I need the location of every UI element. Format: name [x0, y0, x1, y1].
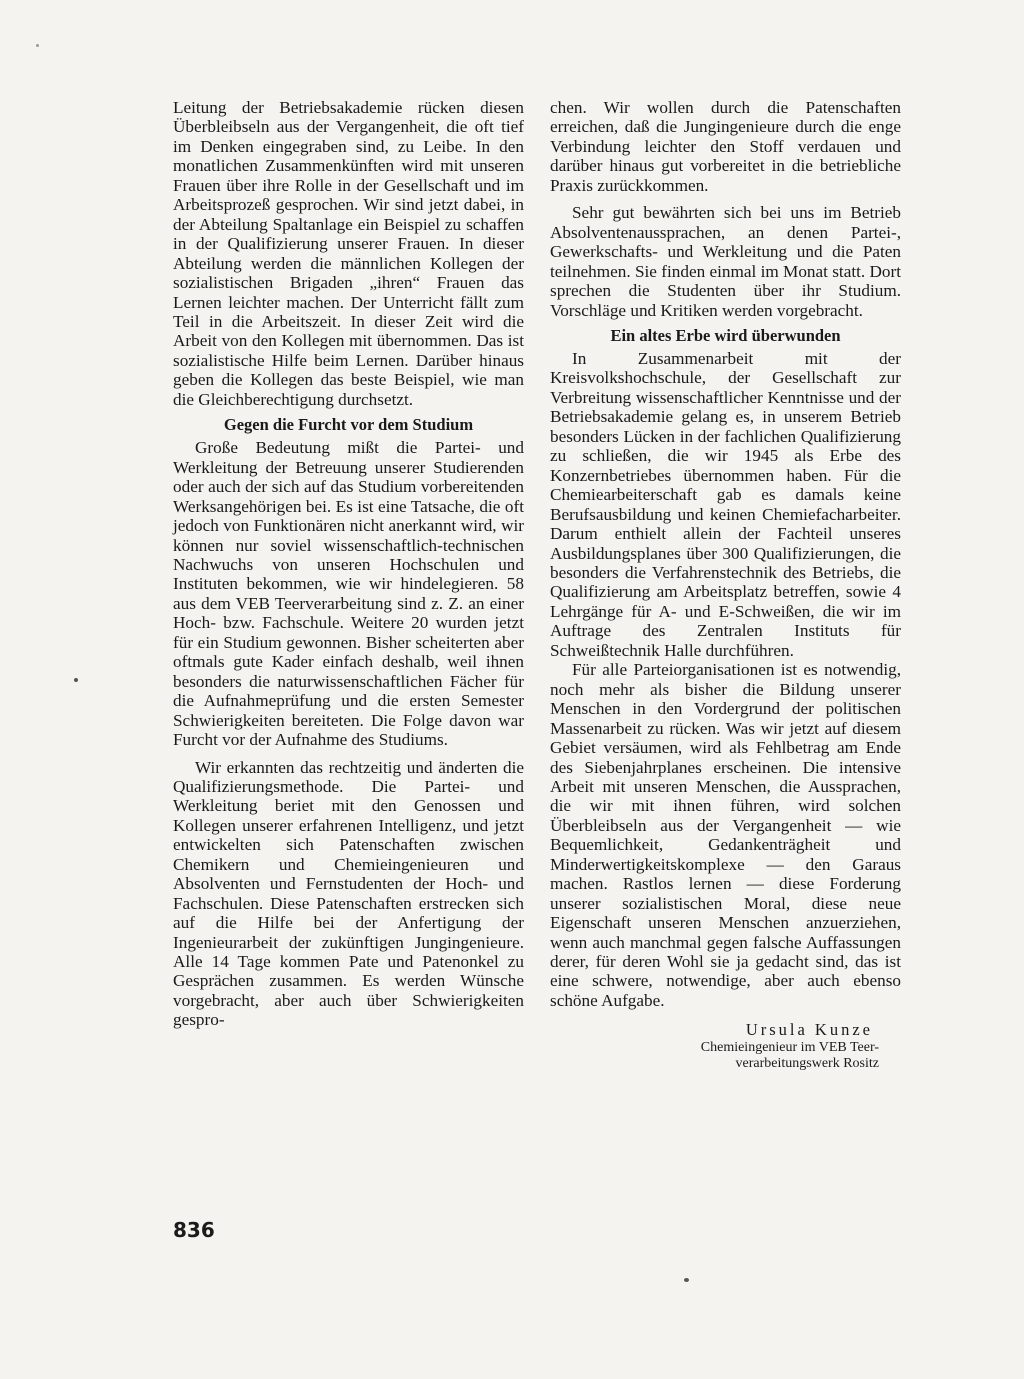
right-paragraph-2: Sehr gut bewährten sich bei uns im Betrieb Absolventenaussprachen, an denen Partei-, Gewerkschafts- und Werkleitung und die Paten teilnehmen. Sie finden einmal im Monat statt. Dort sprechen die Studenten über ihr Studium. Vorschläge und Kritiken werden vorgebracht.	[550, 203, 901, 320]
section-heading-erbe: Ein altes Erbe wird überwunden	[610, 325, 841, 345]
right-column	[550, 98, 901, 1072]
left-paragraph-1: Leitung der Betriebsakademie rücken diesen Überbleibseln aus der Vergangenheit, die oft tief im Denken eingegraben sind, zu Leibe. In den monatlichen Zusammenkünften wird mit unseren Frauen über ihre Rolle in der Gesellschaft und im Arbeitsprozeß gesprochen. Wir sind jetzt dabei, in der Abteilung Spaltanlage ein Beispiel zu schaffen in der Qualifizierung unserer Frauen. In dieser Abteilung werden die männlichen Kollegen der sozialistischen Brigaden „ihren“ Frauen das Lernen leichter machen. Der Unterricht fällt zum Teil in die Arbeitszeit. In dieser Zeit wird die Arbeit von den Kollegen mit übernommen. Das ist sozialistische Hilfe beim Lernen. Darüber hinaus geben die Kollegen das beste Beispiel, wie man die Gleichberechtigung durchsetzt.	[173, 98, 524, 409]
section-heading-furcht: Gegen die Furcht vor dem Studium	[223, 415, 474, 435]
scan-speck	[36, 44, 39, 47]
author-name: Ursula Kunze	[745, 1020, 873, 1040]
left-paragraph-2: Große Bedeutung mißt die Partei- und Werkleitung der Betreuung unserer Studierenden oder auch der sich auf das Studium vorbereitenden Werksangehörigen bei. Es ist eine Tatsache, die oft jedoch von Funktionären nicht anerkannt wird, wir können nur soviel wissenschaftlich-technischen Nachwuchs von unseren Hochschulen und Instituten bekommen, wie wir hindelegieren. 58 aus dem VEB Teerverarbeitung sind z. Z. an einer Hoch- bzw. Fachschule. Weitere 20 wurden jetzt für ein Studium gewonnen. Bisher scheiterten aber oftmals gute Kader einfach deshalb, weil ihnen besonders die naturwissenschaftlichen Fächer für die Aufnahmeprüfung und die ersten Semester Schwierigkeiten bereiteten. Die Folge davon war Furcht vor der Aufnahme des Studiums.	[173, 438, 524, 750]
author-affiliation-line-1: Chemieingenieur im VEB Teer-	[700, 1039, 879, 1055]
left-column	[173, 98, 524, 1030]
right-paragraph-1: chen. Wir wollen durch die Patenschaften erreichen, daß die Jungingenieure durch die enge Verbindung leichter den Stoff verdauen und darüber hinaus gut vorbereitet in die betriebliche Praxis zurückkommen.	[550, 98, 901, 195]
right-paragraph-3: In Zusammenarbeit mit der Kreisvolkshochschule, der Gesellschaft zur Verbreitung wissenschaftlicher Kenntnisse und der Betriebsakademie gelang es, in unserem Betrieb besonders Lücken in der fachlichen Qualifizierung zu schließen, die wir 1945 als Erbe des Konzernbetriebes übernommen haben. Für die Chemiearbeiterschaft gab es damals keine Berufsausbildung und keinen Chemiefacharbeiter. Darum enthielt allein der Fachteil unseres Ausbildungsplanes über 300 Qualifizierungen, die besonders die Verfahrenstechnik des Betriebs, die Qualifizierung am Arbeitsplatz betreffen, sowie 4 Lehrgänge für A- und E-Schweißen, die wir im Auftrage des Zentralen Instituts für Schweißtechnik Halle durchführen.	[550, 348, 901, 660]
page-number: 836	[173, 1218, 215, 1242]
author-affiliation-line-2: verarbeitungswerk Rositz	[735, 1055, 879, 1071]
right-paragraph-4: Für alle Parteiorganisationen ist es notwendig, noch mehr als bisher die Bildung unserer Menschen in den Vordergrund der politischen Massenarbeit zu rücken. Was wir jetzt auf diesem Gebiet versäumen, wird als Fehlbetrag am Ende des Siebenjahrplanes erscheinen. Die intensive Arbeit mit unseren Menschen, die Aussprachen, die wir mit ihnen führen, wird solchen Überbleibseln aus der Vergangenheit — wie Bequemlichkeit, Gedankenträgheit und Minderwertigkeitskomplexe — den Garaus machen. Rastlos lernen — diese Forderung unserer sozialistischen Moral, diese neue Eigenschaft unseren Menschen anzuerziehen, wenn auch manchmal gegen falsche Auffassungen derer, für deren Wohl sie ja gedacht sind, das ist eine schwere, notwendige, aber auch ebenso schöne Aufgabe.	[550, 660, 901, 1010]
scan-speck	[684, 1278, 689, 1282]
scan-speck	[74, 678, 78, 682]
left-paragraph-3: Wir erkannten das rechtzeitig und änderten die Qualifizierungsmethode. Die Partei- und Werkleitung beriet mit den Genossen und Kollegen unserer erfahrenen Intelligenz, und jetzt entwickelten sich Patenschaften zwischen Chemikern und Chemieingenieuren und Absolventen und Fernstudenten der Hoch- und Fachschulen. Diese Patenschaften erstrecken sich auf die Hilfe bei der Anfertigung der Ingenieurarbeit der zukünftigen Jungingenieure. Alle 14 Tage kommen Pate und Patenonkel zu Gesprächen zusammen. Es werden Wünsche vorgebracht, aber auch über Schwierigkeiten gespro-	[173, 757, 524, 1030]
